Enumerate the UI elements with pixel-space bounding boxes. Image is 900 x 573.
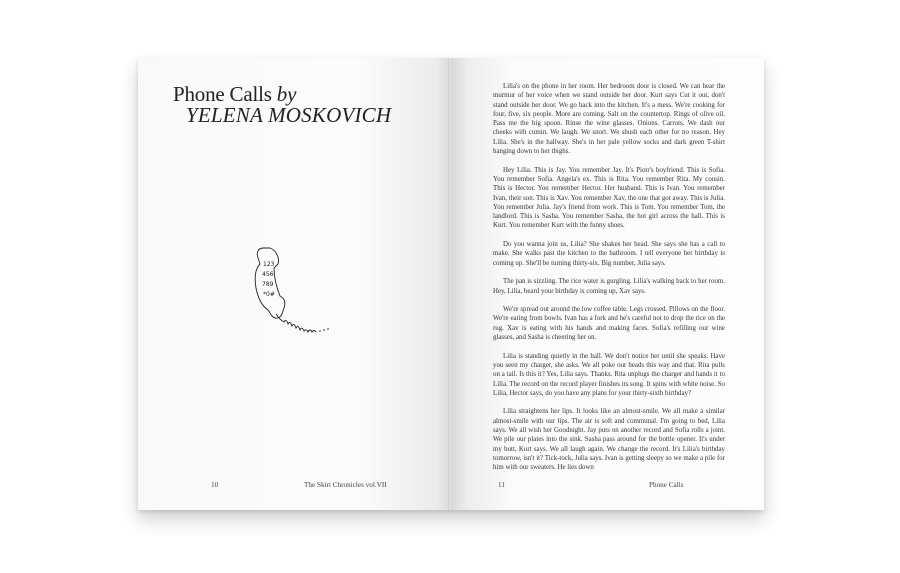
paragraph: Do you wanna join us, Lilia? She shakes her head. She says she has a call to make. She walks past the kitchen to the bathroom. I tell everyone her birthday is coming up. She'll be turning thirty-six. Big number, Julia says. — [493, 241, 725, 267]
paragraph: We're spread out around the low coffee table. Legs crossed. Pillows on the floor. We're eating from bowls. Ivan has a fork and he's careful not to drop the rice on the rug. Xav is eating with his hands and making faces. Sofia's refilling our wine glasses, and Sasha is cheering her on. — [493, 306, 725, 342]
right-page-number: 11 — [498, 481, 505, 489]
title-by: by — [276, 82, 297, 106]
paragraph: The pan is sizzling. The rice water is gurgling. Lilia's walking back to her room. Hey, Lilia, heard your birthday is coming up, Xav says. — [493, 278, 725, 295]
right-running-head: Phone Calls — [649, 481, 684, 489]
title-text: Phone Calls — [173, 82, 272, 106]
keypad-row-4: *0# — [263, 291, 275, 298]
left-page-number: 10 — [211, 481, 219, 489]
paragraph: Lilia is standing quietly in the hall. We don't notice her until she speaks. Have you seen my charger, she asks. We all poke our heads this way and that. Rita pulls on a tail. Is this it? Yes, Lilia says. Thanks. Rita unplugs the charger and hands it to Lilia. The record on the record player finishes its song. It spins with white noise. So Lilia, Hector says, do you have any plans for your thirty-sixth birthday? — [493, 352, 725, 397]
paragraph: Hey Lilia. This is Jay. You remember Jay. It's Piotr's boyfriend. This is Sofia. You remember Sofia. Angela's ex. This is Rita. You remember Rita. My cousin. This is Hector. You remember Hector. Her husband. This is Ivan. You remember Ivan, their son. This is Xav. You remember Xav, the one that got away. This is Julia. You remember Julia. Jay's friend from work. This is Tom. You remember Tom, the landlord. This is Sasha. You remember Sasha, the hot girl across the hall. This is Kurt. You remember Kurt with the funny shoes. — [493, 166, 725, 230]
paragraph: Lilia's on the phone in her room. Her bedroom door is closed. We can hear the murmur of her voice when we stand outside her door. Kurt says Cut it out, don't stand outside her door. We go back into the kitchen. It's a mess. We're cooking for four, five, six people. More are coming. Salt on the countertop. Rings of olive oil. Pass me the big spoon. Rinse the wine glasses. Onions. Carrots. We dash our cheeks with cumin. We laugh. We snort. We shush each other for no reason. Hey Lilia. She's in the hallway. She's in her pale yellow socks and dark green T-shirt hanging down to her thighs. — [493, 83, 725, 156]
magazine-spread — [138, 58, 764, 510]
keypad-row-2: 456 — [262, 271, 274, 278]
telephone-handset-icon — [250, 246, 332, 334]
right-page — [451, 58, 764, 510]
keypad-row-1: 123 — [263, 261, 275, 268]
author-name: YELENA MOSKOVICH — [186, 103, 392, 127]
article-body — [493, 82, 725, 482]
keypad-row-3: 789 — [262, 281, 274, 288]
left-page — [138, 58, 449, 510]
article-title — [173, 84, 443, 126]
left-running-head: The Skirt Chronicles vol.VII — [304, 481, 387, 489]
paragraph: Lilia straightens her lips. It looks like an almost-smile. We all make a similar almost-smile with our lips. The air is soft and communal. I'm going to bed, Lilia says. We all wish her Goodnight. Jay puts on another record and Sofia rolls a joint. We pile our plates into the sink. Sasha pass around for the bottle opener. It's under my butt, Kurt says. We all laugh again. We change the record. It's Lilia's birthday tomorrow, isn't it? Tick-tock, Julia says. Ivan is getting sleepy so we make a pile for him with our sweaters. He lies down — [493, 408, 725, 472]
